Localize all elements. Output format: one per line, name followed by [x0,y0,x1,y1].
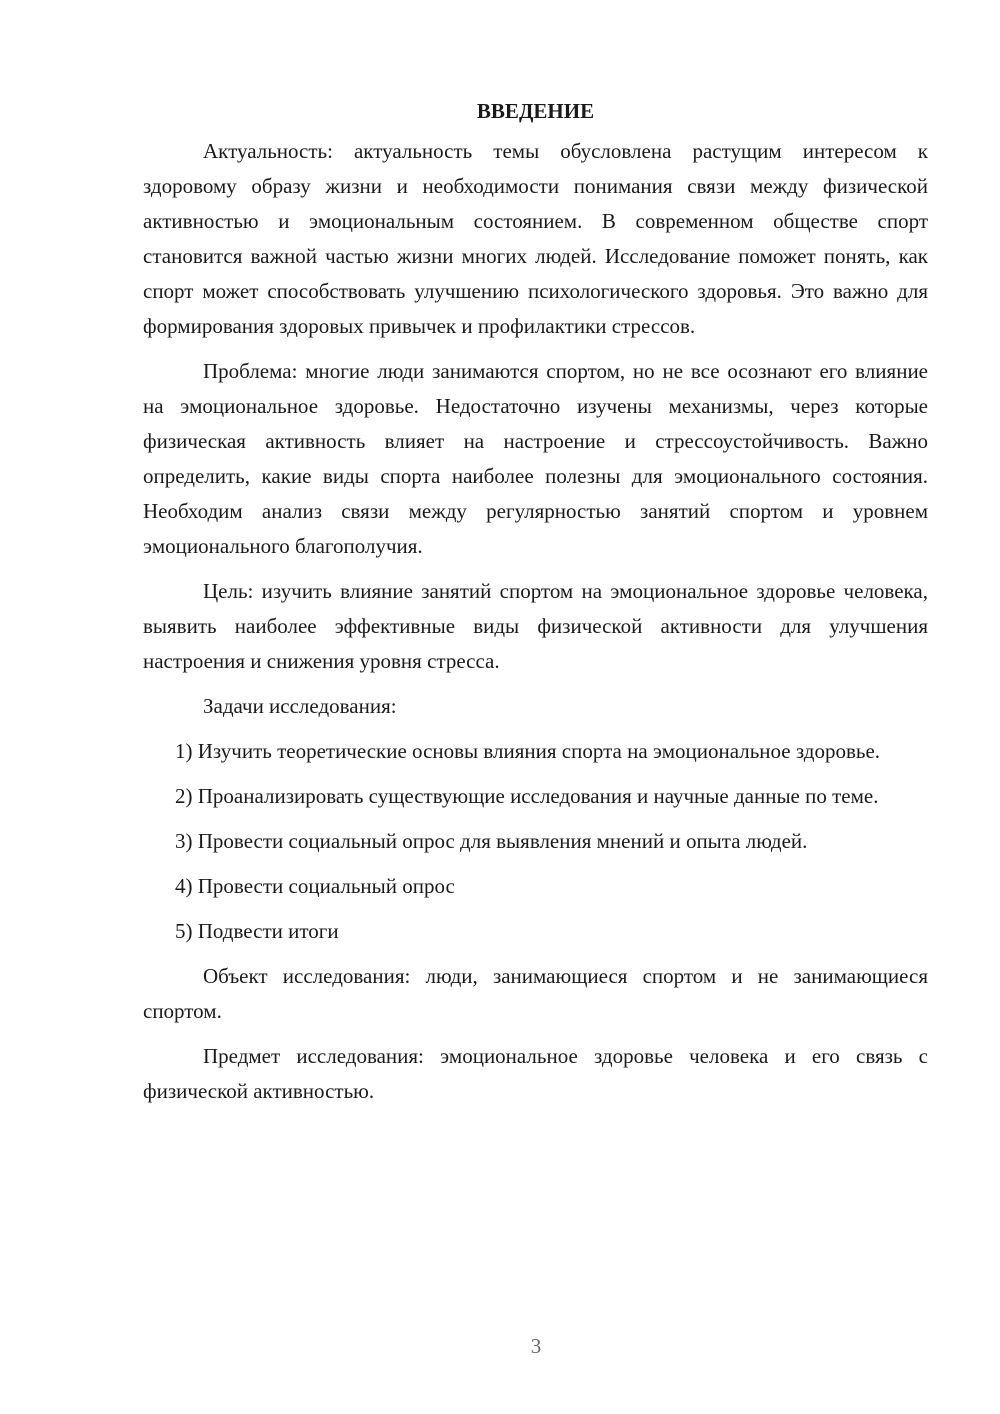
document-body [143,94,928,1119]
paragraph-problem: Проблема: многие люди занимаются спортом, но не все осознают его влияние на эмоциональное здоровье. Недостаточно изучены механизмы, через которые физическая активность влияет на настроение и стрессоустойчивость. Важно определить, какие виды спорта наиболее полезны для эмоционального состояния. Необходим анализ связи между регулярностью занятий спортом и уровнем эмоционального благополучия. [143,359,928,558]
paragraph-goal: Цель: изучить влияние занятий спортом на эмоциональное здоровье человека, выявить наиболее эффективные виды физической активности для улучшения настроения и снижения уровня стресса. [143,579,928,673]
task-item-2: 2) Проанализировать существующие исследования и научные данные по теме. [175,784,879,808]
page-title: ВВЕДЕНИЕ [476,99,595,123]
paragraph-subject: Предмет исследования: эмоциональное здоровье человека и его связь с физической активностью. [143,1044,928,1103]
task-item-4: 4) Провести социальный опрос [175,874,455,898]
task-item-1: 1) Изучить теоретические основы влияния спорта на эмоциональное здоровье. [175,739,881,763]
paragraph-object: Объект исследования: люди, занимающиеся спортом и не занимающиеся спортом. [143,964,928,1023]
tasks-heading: Задачи исследования: [203,694,397,718]
task-item-3: 3) Провести социальный опрос для выявления мнений и опыта людей. [175,829,808,853]
page-number: 3 [530,1334,542,1358]
task-item-5: 5) Подвести итоги [175,919,339,943]
paragraph-relevance: Актуальность: актуальность темы обусловлена растущим интересом к здоровому образу жизни и необходимости понимания связи между физической активностью и эмоциональным состоянием. В современном обществе спорт становится важной частью жизни многих людей. Исследование поможет понять, как спорт может способствовать улучшению психологического здоровья. Это важно для формирования здоровых привычек и профилактики стрессов. [143,139,928,338]
